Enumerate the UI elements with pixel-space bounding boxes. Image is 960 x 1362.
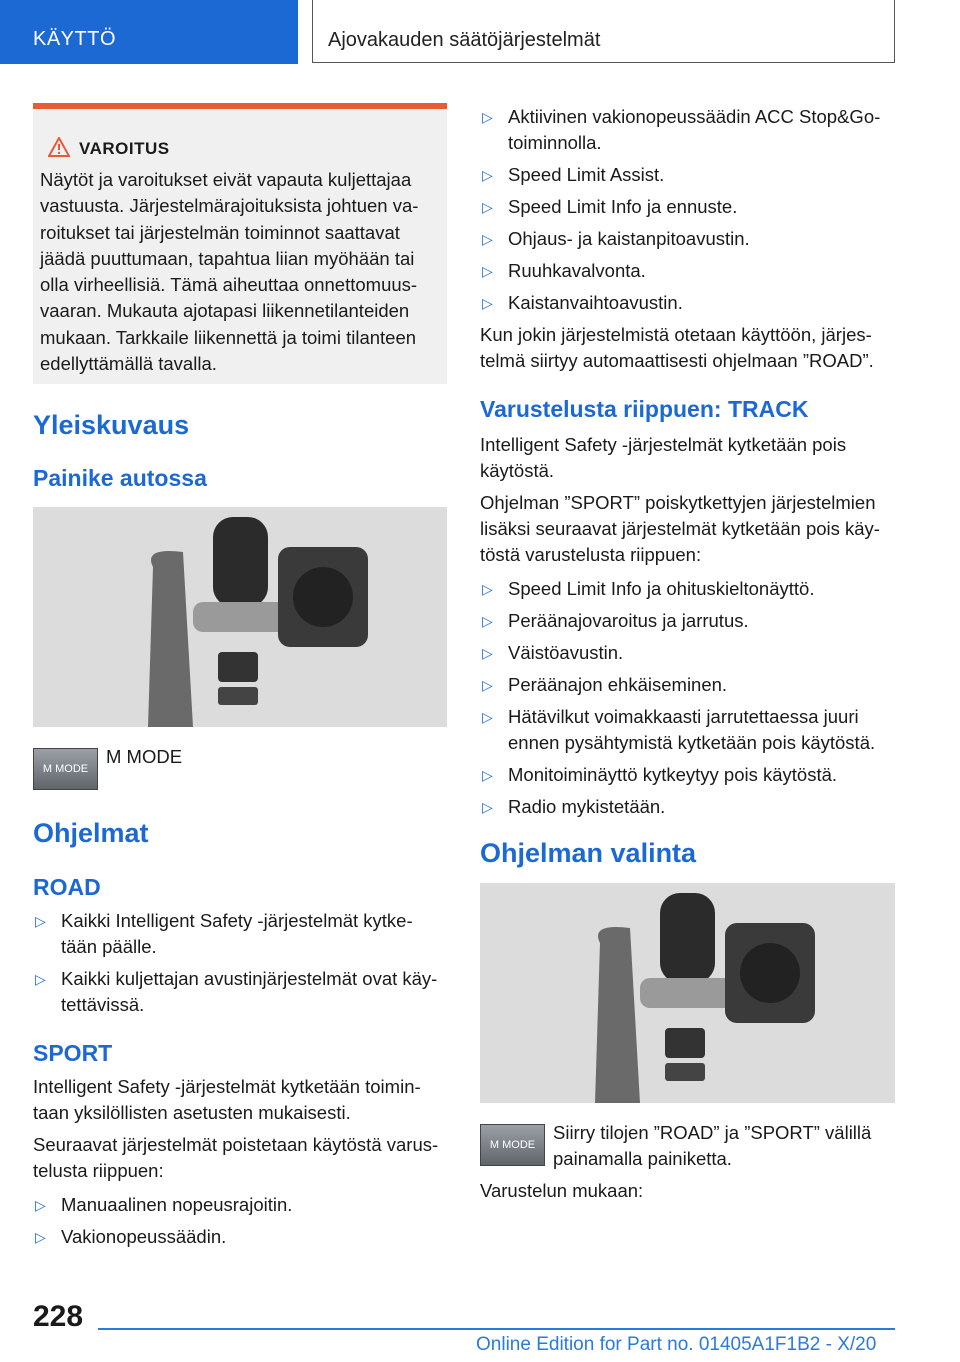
programs-heading: Ohjelmat (33, 818, 149, 848)
list-item: ▷ Speed Limit Assist. (480, 162, 895, 188)
chapter-title: Ajovakauden säätöjärjestelmät (328, 29, 601, 51)
chapter-header (312, 0, 895, 63)
track-paragraph-1: Intelligent Safety -järjestelmät kytketään pois käytöstä. (480, 434, 847, 481)
list-item: ▷ Speed Limit Info ja ennuste. (480, 194, 895, 220)
track-section (480, 432, 895, 826)
bullet-triangle-icon: ▷ (35, 1229, 46, 1245)
bullet-triangle-icon: ▷ (35, 1197, 46, 1213)
bullet-triangle-icon: ▷ (482, 231, 493, 247)
track-paragraph-2: Ohjelman ”SPORT” poiskytkettyjen järjestelmien lisäksi seuraavat järjestelmät kytketään pois käy-töstä varustelusta riippuen: (480, 492, 880, 565)
list-item: ▷ Ruuhkavalvonta. (480, 258, 895, 284)
bullet-triangle-icon: ▷ (482, 199, 493, 215)
mmode-button-icon: M MODE (480, 1124, 545, 1166)
warning-icon (48, 137, 70, 157)
list-item: ▷ Kaistanvaihtoavustin. (480, 290, 895, 316)
bullet-triangle-icon: ▷ (482, 295, 493, 311)
bullet-triangle-icon: ▷ (482, 709, 493, 725)
bullet-triangle-icon: ▷ (35, 971, 46, 987)
list-item: ▷ Kaikki kuljettajan avustinjärjestelmät ovat käy-tettävissä. (35, 968, 438, 1015)
list-item: ▷ Peräänajovaroitus ja jarrutus. (480, 608, 895, 634)
list-item: ▷ Radio mykistetään. (480, 794, 895, 820)
bullet-triangle-icon: ▷ (35, 913, 46, 929)
equipment-label: Varustelun mukaan: (480, 1180, 644, 1201)
bullet-triangle-icon: ▷ (482, 677, 493, 693)
mmode-caption: M MODE (106, 746, 183, 767)
bullet-triangle-icon: ▷ (482, 767, 493, 783)
list-item: ▷ Hätävilkut voimakkaasti jarrutettaessa juuri ennen pysähtymistä kytketään pois käytöstä. (482, 706, 876, 753)
console-illustration (33, 507, 447, 727)
list-item: ▷ Vakionopeussäädin. (33, 1224, 447, 1250)
overview-heading: Yleiskuvaus (33, 410, 190, 440)
console-photo (33, 507, 447, 727)
bullet-triangle-icon: ▷ (482, 799, 493, 815)
select-heading: Ohjelman valinta (480, 838, 697, 868)
page-number: 228 (33, 1300, 84, 1333)
bullet-triangle-icon: ▷ (482, 613, 493, 629)
console-photo-2 (480, 883, 895, 1103)
section-title: KÄYTTÖ (33, 28, 117, 50)
sport-paragraph-2: Seuraavat järjestelmät poistetaan käytöstä varus-telusta riippuen: (33, 1134, 439, 1181)
bullet-triangle-icon: ▷ (482, 167, 493, 183)
select-instruction: Siirry tilojen ”ROAD” ja ”SPORT” välillä painamalla painiketta. (553, 1122, 872, 1169)
track-heading: Varustelusta riippuen: TRACK (480, 396, 809, 422)
console-illustration (480, 883, 895, 1103)
road-heading: ROAD (33, 874, 101, 900)
road-paragraph: Kun jokin järjestelmistä otetaan käyttöön, järjes-telmä siirtyy automaattisesti ohjelmaan ”ROAD”. (480, 324, 874, 371)
warning-title: VAROITUS (79, 139, 170, 158)
sport-section (33, 1074, 447, 1256)
list-item: ▷ Monitoiminäyttö kytkeytyy pois käytöstä. (480, 762, 895, 788)
road-list (33, 908, 447, 1024)
right-list-top (480, 104, 895, 374)
bullet-triangle-icon: ▷ (482, 645, 493, 661)
list-item: ▷ Kaikki Intelligent Safety -järjestelmät kytke-tään päälle. (35, 910, 413, 957)
section-tab (0, 0, 298, 64)
edition-text: Online Edition for Part no. 01405A1F1B2 - X/20 (476, 1334, 877, 1355)
bullet-triangle-icon: ▷ (482, 581, 493, 597)
bullet-triangle-icon: ▷ (482, 109, 493, 125)
list-item: ▷ Aktiivinen vakionopeussäädin ACC Stop&Go-toiminnolla. (482, 106, 881, 153)
warning-text: Näytöt ja varoitukset eivät vapauta kuljettajaa vastuusta. Järjestelmärajoituksista johtuen va-roitukset tai järjestelmän toiminnot saattavat jäädä puuttumaan, tapahtua liian myöhään tai olla virheellisiä. Tämä aiheuttaa onnettomuus-vaaran. Mukauta ajotapasi liikennetilanteiden mukaan. Tarkkaile liikennettä ja toimi tilanteen edellyttämällä tavalla. (40, 169, 419, 375)
mmode-button-icon: M MODE (33, 748, 98, 790)
list-item: ▷ Ohjaus- ja kaistanpitoavustin. (480, 226, 895, 252)
list-item: ▷ Speed Limit Info ja ohituskieltonäyttö. (480, 576, 895, 602)
bullet-triangle-icon: ▷ (482, 263, 493, 279)
sport-paragraph-1: Intelligent Safety -järjestelmät kytketään toimin-taan yksilöllisten asetusten mukaisesti. (33, 1076, 421, 1123)
button-heading: Painike autossa (33, 465, 207, 491)
list-item: ▷ Peräänajon ehkäiseminen. (480, 672, 895, 698)
warning-box (33, 103, 447, 384)
list-item: ▷ Manuaalinen nopeusrajoitin. (33, 1192, 447, 1218)
sport-heading: SPORT (33, 1040, 113, 1066)
list-item: ▷ Väistöavustin. (480, 640, 895, 666)
footer-divider (98, 1328, 895, 1330)
